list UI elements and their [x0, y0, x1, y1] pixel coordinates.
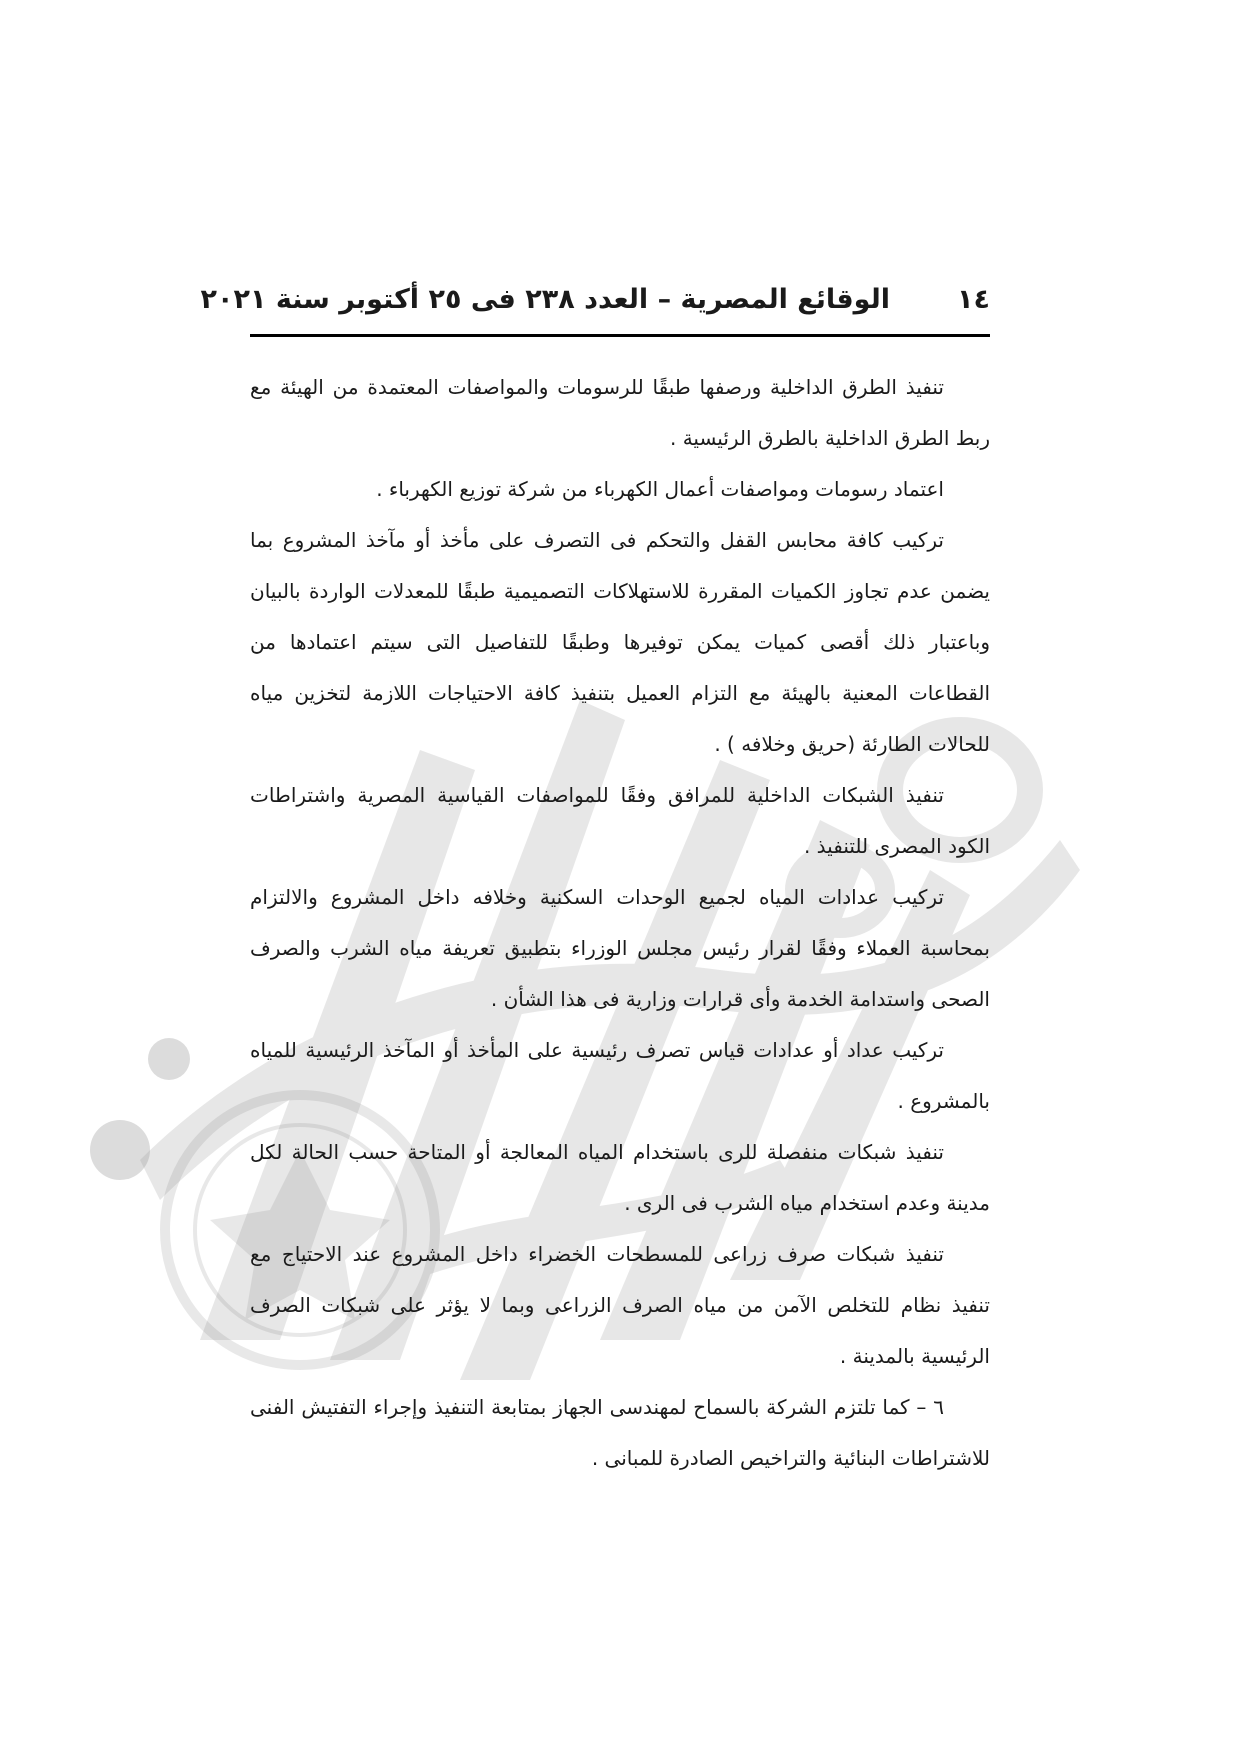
- watermark-dot: [90, 1120, 150, 1180]
- paragraph: تركيب عداد أو عدادات قياس تصرف رئيسية على المأخذ أو المآخذ الرئيسية للمياه بالمشروع .: [250, 1038, 990, 1113]
- paragraph: اعتماد رسومات ومواصفات أعمال الكهرباء من شركة توزيع الكهرباء .: [376, 477, 944, 501]
- paragraph: ٦ – كما تلتزم الشركة بالسماح لمهندسى الجهاز بمتابعة التنفيذ وإجراء التفتيش الفنى للاشتراطات البنائية والتراخيص الصادرة للمبانى .: [250, 1395, 990, 1470]
- gazette-title: الوقائع المصرية – العدد ٢٣٨ فى ٢٥ أكتوبر سنة ٢٠٢١: [200, 284, 890, 315]
- watermark-dot: [148, 1038, 190, 1080]
- document-body: [250, 362, 990, 1484]
- paragraph: تنفيذ شبكات منفصلة للرى باستخدام المياه المعالجة أو المتاحة حسب الحالة لكل مدينة وعدم استخدام مياه الشرب فى الرى .: [250, 1140, 990, 1215]
- page-header: [200, 280, 990, 334]
- paragraph: تنفيذ الشبكات الداخلية للمرافق وفقًا للمواصفات القياسية المصرية واشتراطات الكود المصرى للتنفيذ .: [250, 783, 990, 858]
- paragraph: تركيب عدادات المياه لجميع الوحدات السكنية وخلافه داخل المشروع والالتزام بمحاسبة العملاء وفقًا لقرار رئيس مجلس الوزراء بتطبيق تعريفة مياه الشرب والصرف الصحى واستدامة الخدمة وأى قرارات وزارية فى هذا الشأن .: [250, 885, 990, 1011]
- paragraph: تركيب كافة محابس القفل والتحكم فى التصرف على مأخذ أو مآخذ المشروع بما يضمن عدم تجاوز الكميات المقررة للاستهلاكات التصميمية طبقًا للمعدلات الواردة بالبيان وباعتبار ذلك أقصى كميات يمكن توفيرها وطبقًا للتفاصيل التى سيتم اعتمادها من القطاعات المعنية بالهيئة مع التزام العميل بتنفيذ كافة الاحتياجات اللازمة لتخزين مياه للحالات الطارئة (حريق وخلافه ) .: [250, 528, 990, 756]
- page-number: ١٤: [957, 284, 990, 315]
- paragraph: تنفيذ الطرق الداخلية ورصفها طبقًا للرسومات والمواصفات المعتمدة من الهيئة مع ربط الطرق الداخلية بالطرق الرئيسية .: [250, 375, 990, 450]
- header-rule: [250, 334, 990, 337]
- paragraph: تنفيذ شبكات صرف زراعى للمسطحات الخضراء داخل المشروع عند الاحتياج مع تنفيذ نظام للتخلص الآمن من مياه الصرف الزراعى وبما لا يؤثر على شبكات الصرف الرئيسية بالمدينة .: [250, 1242, 990, 1368]
